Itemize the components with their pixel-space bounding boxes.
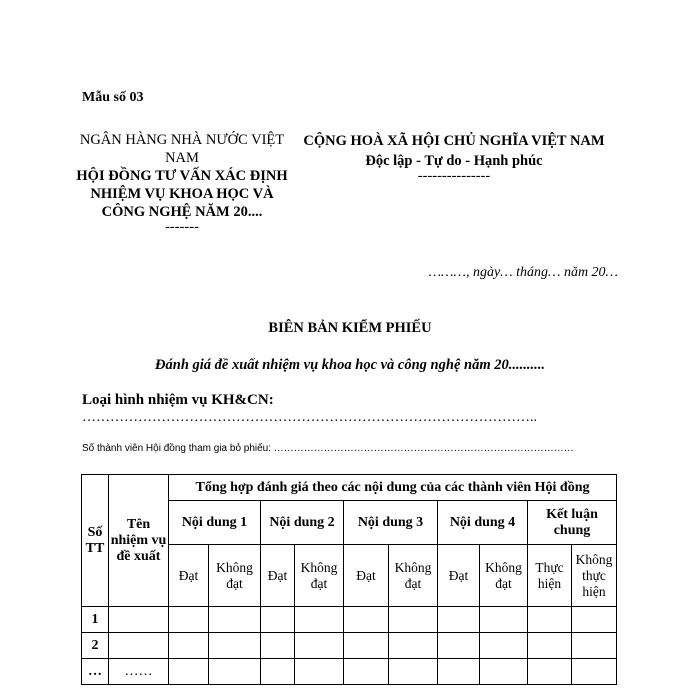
nation-motto: Độc lập - Tự do - Hạnh phúc: [365, 153, 543, 169]
subheader-pass: Đạt: [169, 545, 209, 607]
task-type-label: Loại hình nhiệm vụ KH&CN:: [82, 392, 274, 408]
row-serial: 1: [82, 607, 109, 633]
subheader-not-done: Không thực hiện: [572, 545, 617, 607]
subheader-fail: Không đạt: [389, 545, 438, 607]
header-content-2: Nội dung 2: [261, 501, 344, 545]
row-task-name: ……: [109, 659, 169, 685]
council-name: HỘI ĐỒNG TƯ VẤN XÁC ĐỊNH NHIỆM VỤ KHOA HỌC VÀ CÔNG NGHỆ NĂM 20....: [76, 168, 288, 220]
nation-divider: ---------------: [417, 168, 491, 184]
subheader-pass: Đạt: [344, 545, 389, 607]
row-serial: 2: [82, 633, 109, 659]
subheader-fail: Không đạt: [295, 545, 344, 607]
form-number: Mẫu số 03: [82, 90, 144, 105]
date-line: ………, ngày… tháng… năm 20…: [428, 265, 618, 280]
nation-name: CỘNG HOÀ XÃ HỘI CHỦ NGHĨA VIỆT NAM: [303, 133, 605, 149]
row-task-name: [109, 607, 169, 633]
national-header: [293, 131, 615, 184]
row-serial: …: [82, 659, 109, 685]
document-title: BIÊN BẢN KIỂM PHIẾU: [268, 320, 432, 336]
header-content-3: Nội dung 3: [344, 501, 438, 545]
header-serial-no: Số TT: [82, 475, 109, 607]
header-content-4: Nội dung 4: [438, 501, 528, 545]
header-content-1: Nội dung 1: [169, 501, 261, 545]
table-row: [82, 633, 617, 659]
row-task-name: [109, 633, 169, 659]
table-row: [82, 607, 617, 633]
task-type-blank: ……………………………………………………………………………………..: [82, 410, 537, 425]
voting-members-line: Số thành viên Hội đồng tham gia bỏ phiếu: ………………………………………………………………………………: [82, 443, 574, 454]
header-task-name: Tên nhiệm vụ đề xuất: [109, 475, 169, 607]
issuing-organization: [70, 131, 294, 233]
subheader-done: Thực hiện: [528, 545, 572, 607]
table-row: [82, 659, 617, 685]
parent-organization: NGÂN HÀNG NHÀ NƯỚC VIỆT NAM: [79, 132, 285, 166]
org-divider: -------: [165, 219, 199, 235]
header-evaluation-summary: Tổng hợp đánh giá theo các nội dung của các thành viên Hội đồng: [169, 475, 617, 501]
subheader-fail: Không đạt: [480, 545, 528, 607]
subheader-pass: Đạt: [261, 545, 295, 607]
vote-count-table: [81, 474, 617, 685]
document-subtitle: Đánh giá đề xuất nhiệm vụ khoa học và công nghệ năm 20..........: [155, 357, 545, 373]
subheader-fail: Không đạt: [209, 545, 261, 607]
subheader-pass: Đạt: [438, 545, 480, 607]
header-conclusion: Kết luận chung: [528, 501, 617, 545]
